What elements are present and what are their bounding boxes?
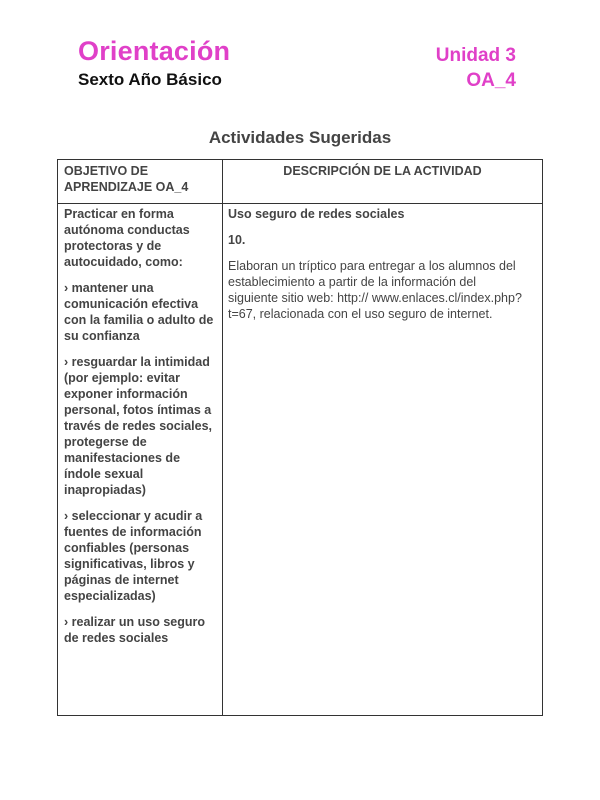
activity-cell: [228, 206, 528, 322]
page-title: Orientación: [78, 36, 231, 66]
activity-description: Elaboran un tríptico para entregar a los alumnos del establecimiento a partir de la información del siguiente sitio web: http:// www.enlaces.cl/index.php?t=67, relacionada con el uso seguro de internet.: [228, 259, 522, 321]
activity-title: Uso seguro de redes sociales: [228, 207, 405, 221]
activity-number: 10.: [228, 233, 246, 247]
objective-item: › mantener una comunicación efectiva con la familia o adulto de su confianza: [64, 281, 214, 343]
section-title: Actividades Sugeridas: [208, 128, 392, 147]
header-row-divider: [58, 203, 542, 204]
objective-item: › seleccionar y acudir a fuentes de información confiables (personas significativas, libros y páginas de internet especializadas): [64, 509, 203, 603]
column-divider: [222, 160, 223, 715]
description-column-header: DESCRIPCIÓN DE LA ACTIVIDAD: [283, 164, 482, 178]
page-header: [78, 34, 516, 94]
oa-label: OA_4: [466, 70, 516, 91]
unit-label: Unidad 3: [435, 45, 516, 66]
objective-intro: Practicar en forma autónoma conductas protectoras y de autocuidado, como:: [64, 207, 190, 269]
page-subtitle: Sexto Año Básico: [78, 70, 222, 89]
objective-item: › realizar un uso seguro de redes sociales: [64, 615, 206, 645]
objective-item: › resguardar la intimidad (por ejemplo: evitar exponer información personal, fotos íntimas a través de redes sociales, protegerse de manifestaciones de índole sexual inapropiadas): [64, 355, 213, 497]
objective-column-header: OBJETIVO DE APRENDIZAJE OA_4: [64, 164, 189, 194]
activities-table: [57, 159, 543, 716]
objective-cell: [64, 206, 219, 656]
